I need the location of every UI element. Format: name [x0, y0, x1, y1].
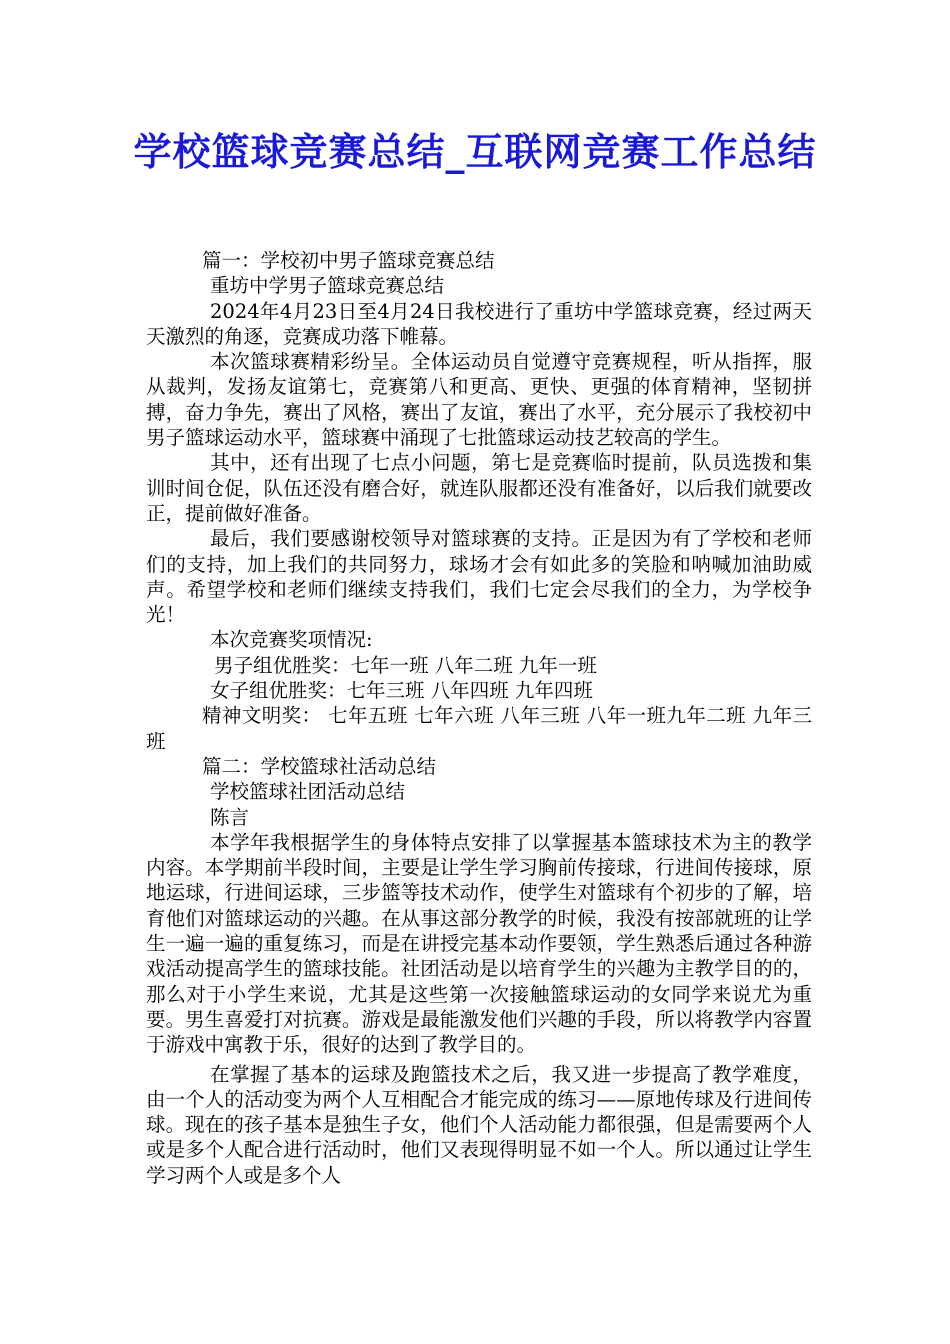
- award-line-girls: 女子组优胜奖：七年三班 八年四班 九年四班: [210, 679, 593, 703]
- section-heading-part2: 篇二：学校篮球社活动总结: [202, 754, 437, 778]
- document-body: [146, 248, 812, 1188]
- awards-heading: 本次竞赛奖项情况:: [210, 628, 373, 652]
- paragraph-4: 最后，我们要感谢校领导对篮球赛的支持。正是因为有了学校和老师们的支持，加上我们的共同努力，球场才会有如此多的笑脸和呐喊加油助威声。希望学校和老师们继续支持我们，我们七定会尽我们的全力，为学校争光！: [146, 527, 812, 627]
- subtitle-part2: 学校篮球社团活动总结: [210, 780, 406, 804]
- author-name: 陈言: [210, 805, 250, 829]
- paragraph-1: 2024年4月23日至4月24日我校进行了重坊中学篮球竞赛，经过两天天激烈的角逐，竞赛成功落下帷幕。: [146, 299, 812, 348]
- section-heading-part1: 篇一：学校初中男子篮球竞赛总结: [202, 249, 495, 272]
- subtitle-part1: 重坊中学男子篮球竞赛总结: [210, 274, 445, 298]
- document-title: 学校篮球竞赛总结_互联网竞赛工作总结: [133, 129, 817, 174]
- paragraph-3: 其中，还有出现了七点小问题，第七是竞赛临时提前，队员选拨和集训时间仓促，队伍还没有磨合好，就连队服都还没有准备好，以后我们就要改正，提前做好准备。: [146, 451, 812, 525]
- award-line-spirit: 精神文明奖： 七年五班 七年六班 八年三班 八年一班九年二班 九年三班: [146, 704, 812, 753]
- award-line-boys: 男子组优胜奖：七年一班 八年二班 九年一班: [214, 653, 597, 677]
- paragraph-2: 本次篮球赛精彩纷呈。全体运动员自觉遵守竞赛规程，听从指挥，服从裁判，发扬友谊第七，竞赛第八和更高、更快、更强的体育精神，坚韧拼搏，奋力争先，赛出了风格，赛出了友谊，赛出了水平，充分展示了我校初中男子篮球运动水平，篮球赛中涌现了七批篮球运动技艺较高的学生。: [146, 350, 812, 450]
- paragraph-5: 本学年我根据学生的身体特点安排了以掌握基本篮球技术为主的教学内容。本学期前半段时间，主要是让学生学习胸前传接球，行进间传接球，原地运球，行进间运球，三步篮等技术动作，使学生对篮球有个初步的了解，培育他们对篮球运动的兴趣。在从事这部分教学的时候，我没有按部就班的让学生一遍一遍的重复练习，而是在讲授完基本动作要领，学生熟悉后通过各种游戏活动提高学生的篮球技能。社团活动是以培育学生的兴趣为主教学目的的，那么对于小学生来说，尤其是这些第一次接触篮球运动的女同学来说尤为重要。男生喜爱打对抗赛。游戏是最能激发他们兴趣的手段，所以将教学内容置于游戏中寓教于乐，很好的达到了教学目的。: [146, 830, 812, 1057]
- paragraph-6: 在掌握了基本的运球及跑篮技术之后，我又进一步提高了教学难度，由一个人的活动变为两个人互相配合才能完成的练习——原地传球及行进间传球。现在的孩子基本是独生子女，他们个人活动能力都很强，但是需要两个人或是多个人配合进行活动时，他们又表现得明显不如一个人。所以通过让学生学习两个人或是多个人: [146, 1062, 812, 1187]
